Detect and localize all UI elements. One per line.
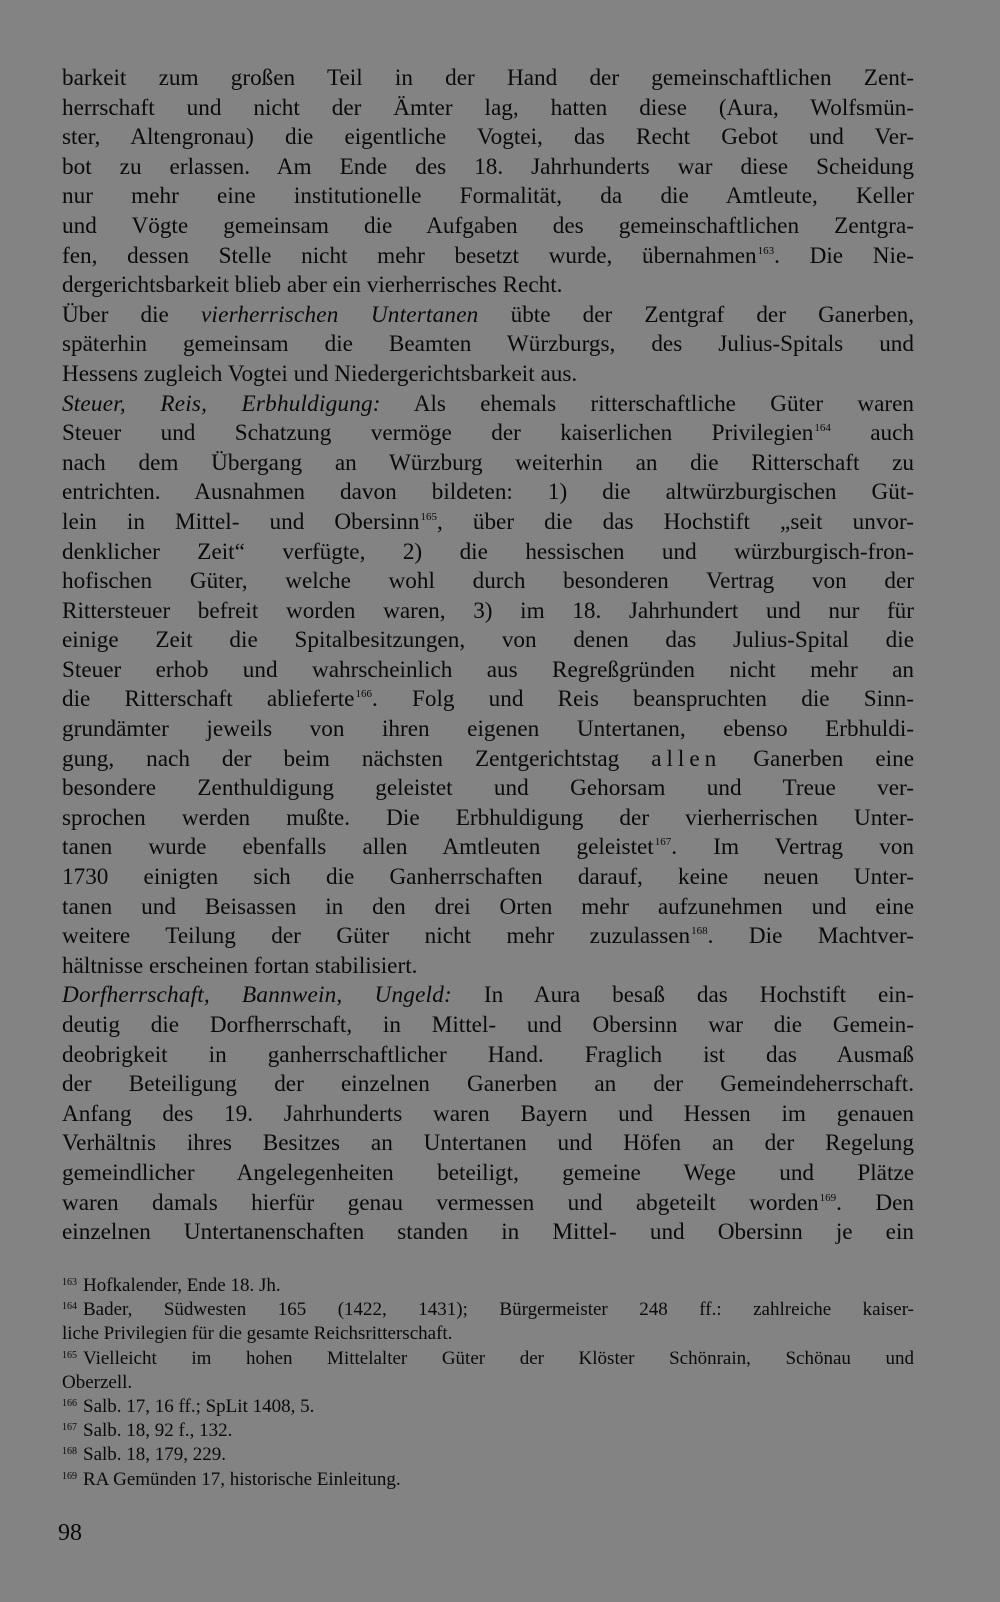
footnote: $^{169}$ RA Gemünden 17, historische Einleitung. bbox=[62, 1468, 401, 1490]
footnotes bbox=[62, 1274, 914, 1492]
footnote: $^{168}$ Salb. 18, 179, 229. bbox=[62, 1444, 227, 1466]
text-line: weitere Teilung der Güter nicht mehr zuzulassen$^{168}$. Die Machtver- bbox=[62, 923, 914, 950]
text-line: Hessens zugleich Vogtei und Niedergerichtsbarkeit aus. bbox=[62, 360, 578, 387]
footnote-ref: 167 bbox=[654, 836, 672, 849]
text-line: deutig die Dorfherrschaft, in Mittel- und Obersinn war die Gemein- bbox=[62, 1012, 914, 1038]
text-line: einige Zeit die Spitalbesitzungen, von denen das Julius-Spital die bbox=[62, 627, 914, 654]
footnote-number: 168 bbox=[62, 1446, 77, 1458]
text-line: bot zu erlassen. Am Ende des 18. Jahrhunderts war diese Scheidung bbox=[62, 153, 914, 180]
text-line: besondere Zenthuldigung geleistet und Gehorsam und Treue ver- bbox=[62, 775, 914, 802]
text-line: denklicher Zeit“ verfügte, 2) die hessischen und würzburgisch-fron- bbox=[62, 538, 914, 565]
text-line: einzelnen Untertanenschaften standen in Mittel- und Obersinn je ein bbox=[62, 1219, 914, 1246]
text-line: entrichten. Ausnahmen davon bildeten: 1) die altwürzburgischen Güt- bbox=[62, 479, 914, 506]
text-line: dergerichtsbarkeit blieb aber ein vierherrisches Recht. bbox=[62, 272, 563, 299]
text-line: 1730 einigten sich die Ganherrschaften darauf, keine neuen Unter- bbox=[62, 864, 914, 891]
text-line: herrschaft und nicht der Ämter lag, hatten diese (Aura, Wolfsmün- bbox=[62, 94, 914, 121]
footnote: $^{165}$ Vielleicht im hohen Mittelalter Güter der Klöster Schönrain, Schönau und Oberzell. bbox=[62, 1347, 914, 1393]
section-heading: Steuer, Reis, Erbhuldigung: bbox=[62, 390, 381, 417]
footnote-ref: 165 bbox=[420, 510, 437, 523]
text-line: ster, Altengronau) die eigentliche Vogtei, das Recht Gebot und Ver- bbox=[62, 124, 914, 151]
body-text bbox=[62, 64, 914, 1248]
text-line: die Ritterschaft ablieferte$^{166}$. Folg und Reis beanspruchten die Sinn- bbox=[62, 686, 915, 713]
emphasis-spaced: allen bbox=[651, 745, 722, 772]
text-line: Verhältnis ihres Besitzes an Untertanen und Höfen an der Regelung bbox=[62, 1130, 914, 1157]
text-line: Steuer und Schatzung vermöge der kaiserlichen Privilegien$^{164}$ auch bbox=[62, 420, 914, 447]
text-line: und Vögte gemeinsam die Aufgaben des gemeinschaftlichen Zentgra- bbox=[62, 212, 914, 239]
text-line: nach dem Übergang an Würzburg weiterhin an die Ritterschaft zu bbox=[62, 449, 914, 476]
text-line: lein in Mittel- und Obersinn$^{165}$, über die das Hochstift „seit unvor- bbox=[62, 508, 914, 535]
text-line: Anfang des 19. Jahrhunderts waren Bayern und Hessen im genauen bbox=[62, 1100, 914, 1127]
text-line: deobrigkeit in ganherrschaftlicher Hand. Fraglich ist das Ausmaß bbox=[62, 1041, 914, 1068]
text-line: sprochen werden mußte. Die Erbhuldigung der vierherrischen Unter- bbox=[62, 804, 914, 831]
footnote-ref: 169 bbox=[819, 1191, 837, 1204]
footnote-number: 163 bbox=[62, 1277, 77, 1288]
text-line: tanen wurde ebenfalls allen Amtleuten geleistet$^{167}$. Im Vertrag von bbox=[62, 834, 915, 861]
text-line: Steuer, Reis, Erbhuldigung: Als ehemals ritterschaftliche Güter waren bbox=[62, 390, 914, 417]
footnote-ref: 164 bbox=[814, 422, 831, 435]
section-heading: Dorfherrschaft, Bannwein, Ungeld: bbox=[62, 982, 452, 1009]
page-number: 98 bbox=[58, 1520, 82, 1546]
footnote-number: 166 bbox=[62, 1398, 77, 1410]
text-line: späterhin gemeinsam die Beamten Würzburgs, des Julius-Spitals und bbox=[62, 331, 914, 358]
text-line: Über die vierherrischen Untertanen übte der Zentgraf der Ganerben, bbox=[62, 301, 914, 328]
text-line: der Beteiligung der einzelnen Ganerben an der Gemeindeherrschaft. bbox=[62, 1071, 914, 1098]
footnote: $^{166}$ Salb. 17, 16 ff.; SpLit 1408, 5. bbox=[62, 1396, 315, 1418]
text-line: fen, dessen Stelle nicht mehr besetzt wurde, übernahmen$^{163}$. Die Nie- bbox=[62, 242, 914, 269]
text-line: hofischen Güter, welche wohl durch besonderen Vertrag von der bbox=[62, 568, 914, 595]
section-heading: vierherrischen Untertanen bbox=[200, 301, 479, 328]
footnote-number: 164 bbox=[62, 1301, 77, 1313]
text-line: tanen und Beisassen in den drei Orten mehr aufzunehmen und eine bbox=[62, 893, 914, 920]
text-line: Rittersteuer befreit worden waren, 3) im 18. Jahrhundert und nur für bbox=[62, 597, 914, 624]
footnote-number: 169 bbox=[62, 1470, 77, 1482]
footnote-ref: 163 bbox=[757, 244, 775, 257]
text-line: gemeindlicher Angelegenheiten beteiligt, gemeine Wege und Plätze bbox=[62, 1159, 914, 1186]
footnote-number: 167 bbox=[62, 1422, 77, 1434]
footnote-number: 165 bbox=[62, 1349, 77, 1361]
footnote: $^{167}$ Salb. 18, 92 f., 132. bbox=[62, 1420, 233, 1442]
text-line: grundämter jeweils von ihren eigenen Untertanen, ebenso Erbhuldi- bbox=[62, 716, 914, 743]
text-line: Dorfherrschaft, Bannwein, Ungeld: In Aura besaß das Hochstift ein- bbox=[62, 982, 914, 1009]
text-line: nur mehr eine institutionelle Formalität, da die Amtleute, Keller bbox=[62, 183, 914, 210]
text-line: barkeit zum großen Teil in der Hand der gemeinschaftlichen Zent- bbox=[62, 65, 914, 91]
footnote-ref: 166 bbox=[355, 688, 372, 701]
text-line: gung, nach der beim nächsten Zentgerichtstag allen Ganerben eine bbox=[62, 745, 914, 772]
text-line: waren damals hierfür genau vermessen und abgeteilt worden$^{169}$. Den bbox=[62, 1189, 914, 1216]
footnote-ref: 168 bbox=[691, 925, 708, 938]
footnote: $^{163}$ Hofkalender, Ende 18. Jh. bbox=[62, 1275, 281, 1296]
text-line: Steuer erhob und wahrscheinlich aus Regreßgründen nicht mehr an bbox=[62, 656, 914, 683]
footnote: $^{164}$ Bader, Südwesten 165 (1422, 1431); Bürgermeister 248 ff.: zahlreiche kaiser- liche Privilegien für die gesamte Reichsritterschaft. bbox=[62, 1299, 914, 1345]
text-line: hältnisse erscheinen fortan stabilisiert. bbox=[62, 952, 418, 979]
